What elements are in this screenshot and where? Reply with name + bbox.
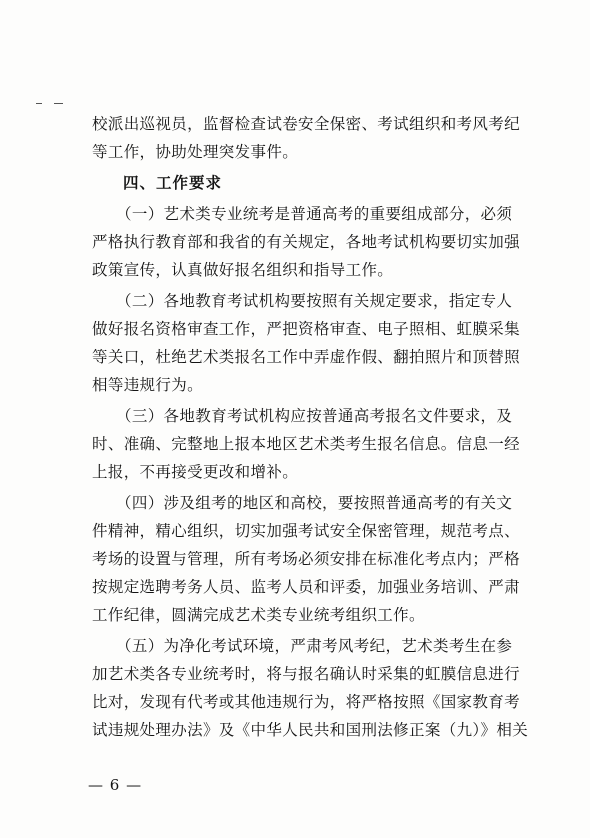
body-line: 等关口，杜绝艺术类报名工作中弄虚作假、翻拍照片和顶替照: [92, 348, 520, 366]
body-line: 上报，不再接受更改和增补。: [92, 463, 299, 481]
body-line: （五）为净化考试环境，严肃考风考纪，艺术类考生在参: [116, 637, 513, 655]
body-line: 政策宣传，认真做好报名组织和指导工作。: [92, 261, 394, 279]
section-heading: 四、工作要求: [123, 174, 223, 192]
scan-artifact-mark: [36, 103, 42, 104]
body-line: （三）各地教育考试机构应按普通高考报名文件要求，及: [116, 407, 513, 425]
body-line: 等工作，协助处理突发事件。: [92, 143, 299, 161]
body-line: （一）艺术类专业统考是普通高考的重要组成部分，必须: [116, 205, 513, 223]
scan-artifact-mark: [54, 103, 63, 104]
body-line: 加艺术类各专业统考时，将与报名确认时采集的虹膜信息进行: [92, 665, 520, 683]
body-line: 比对，发现有代考或其他违规行为，将严格按照《国家教育考: [92, 693, 520, 711]
body-line: 时、准确、完整地上报本地区艺术类考生报名信息。信息一经: [92, 435, 520, 453]
body-line: 相等违规行为。: [92, 376, 203, 394]
body-line: 试违规处理办法》及《中华人民共和国刑法修正案（九）》相关: [92, 721, 529, 739]
document-body: [92, 110, 529, 744]
body-line: 校派出巡视员，监督检查试卷安全保密、考试组织和考风考纪: [92, 115, 520, 133]
body-line: （四）涉及组考的地区和高校，要按照普通高考的有关文: [116, 494, 513, 512]
body-line: 工作纪律，圆满完成艺术类专业统考组织工作。: [92, 606, 425, 624]
body-line: 按规定选聘考务人员、监考人员和评委，加强业务培训、严肃: [92, 578, 520, 596]
body-line: 做好报名资格审查工作，严把资格审查、电子照相、虹膜采集: [92, 320, 520, 338]
body-line: 严格执行教育部和我省的有关规定，各地考试机构要切实加强: [92, 233, 520, 251]
body-line: 件精神，精心组织，切实加强考试安全保密管理，规范考点、: [92, 522, 520, 540]
page-number: — 6 —: [88, 776, 143, 794]
body-line: 考场的设置与管理，所有考场必须安排在标准化考点内；严格: [92, 550, 520, 568]
body-line: （二）各地教育考试机构要按照有关规定要求，指定专人: [116, 292, 513, 310]
